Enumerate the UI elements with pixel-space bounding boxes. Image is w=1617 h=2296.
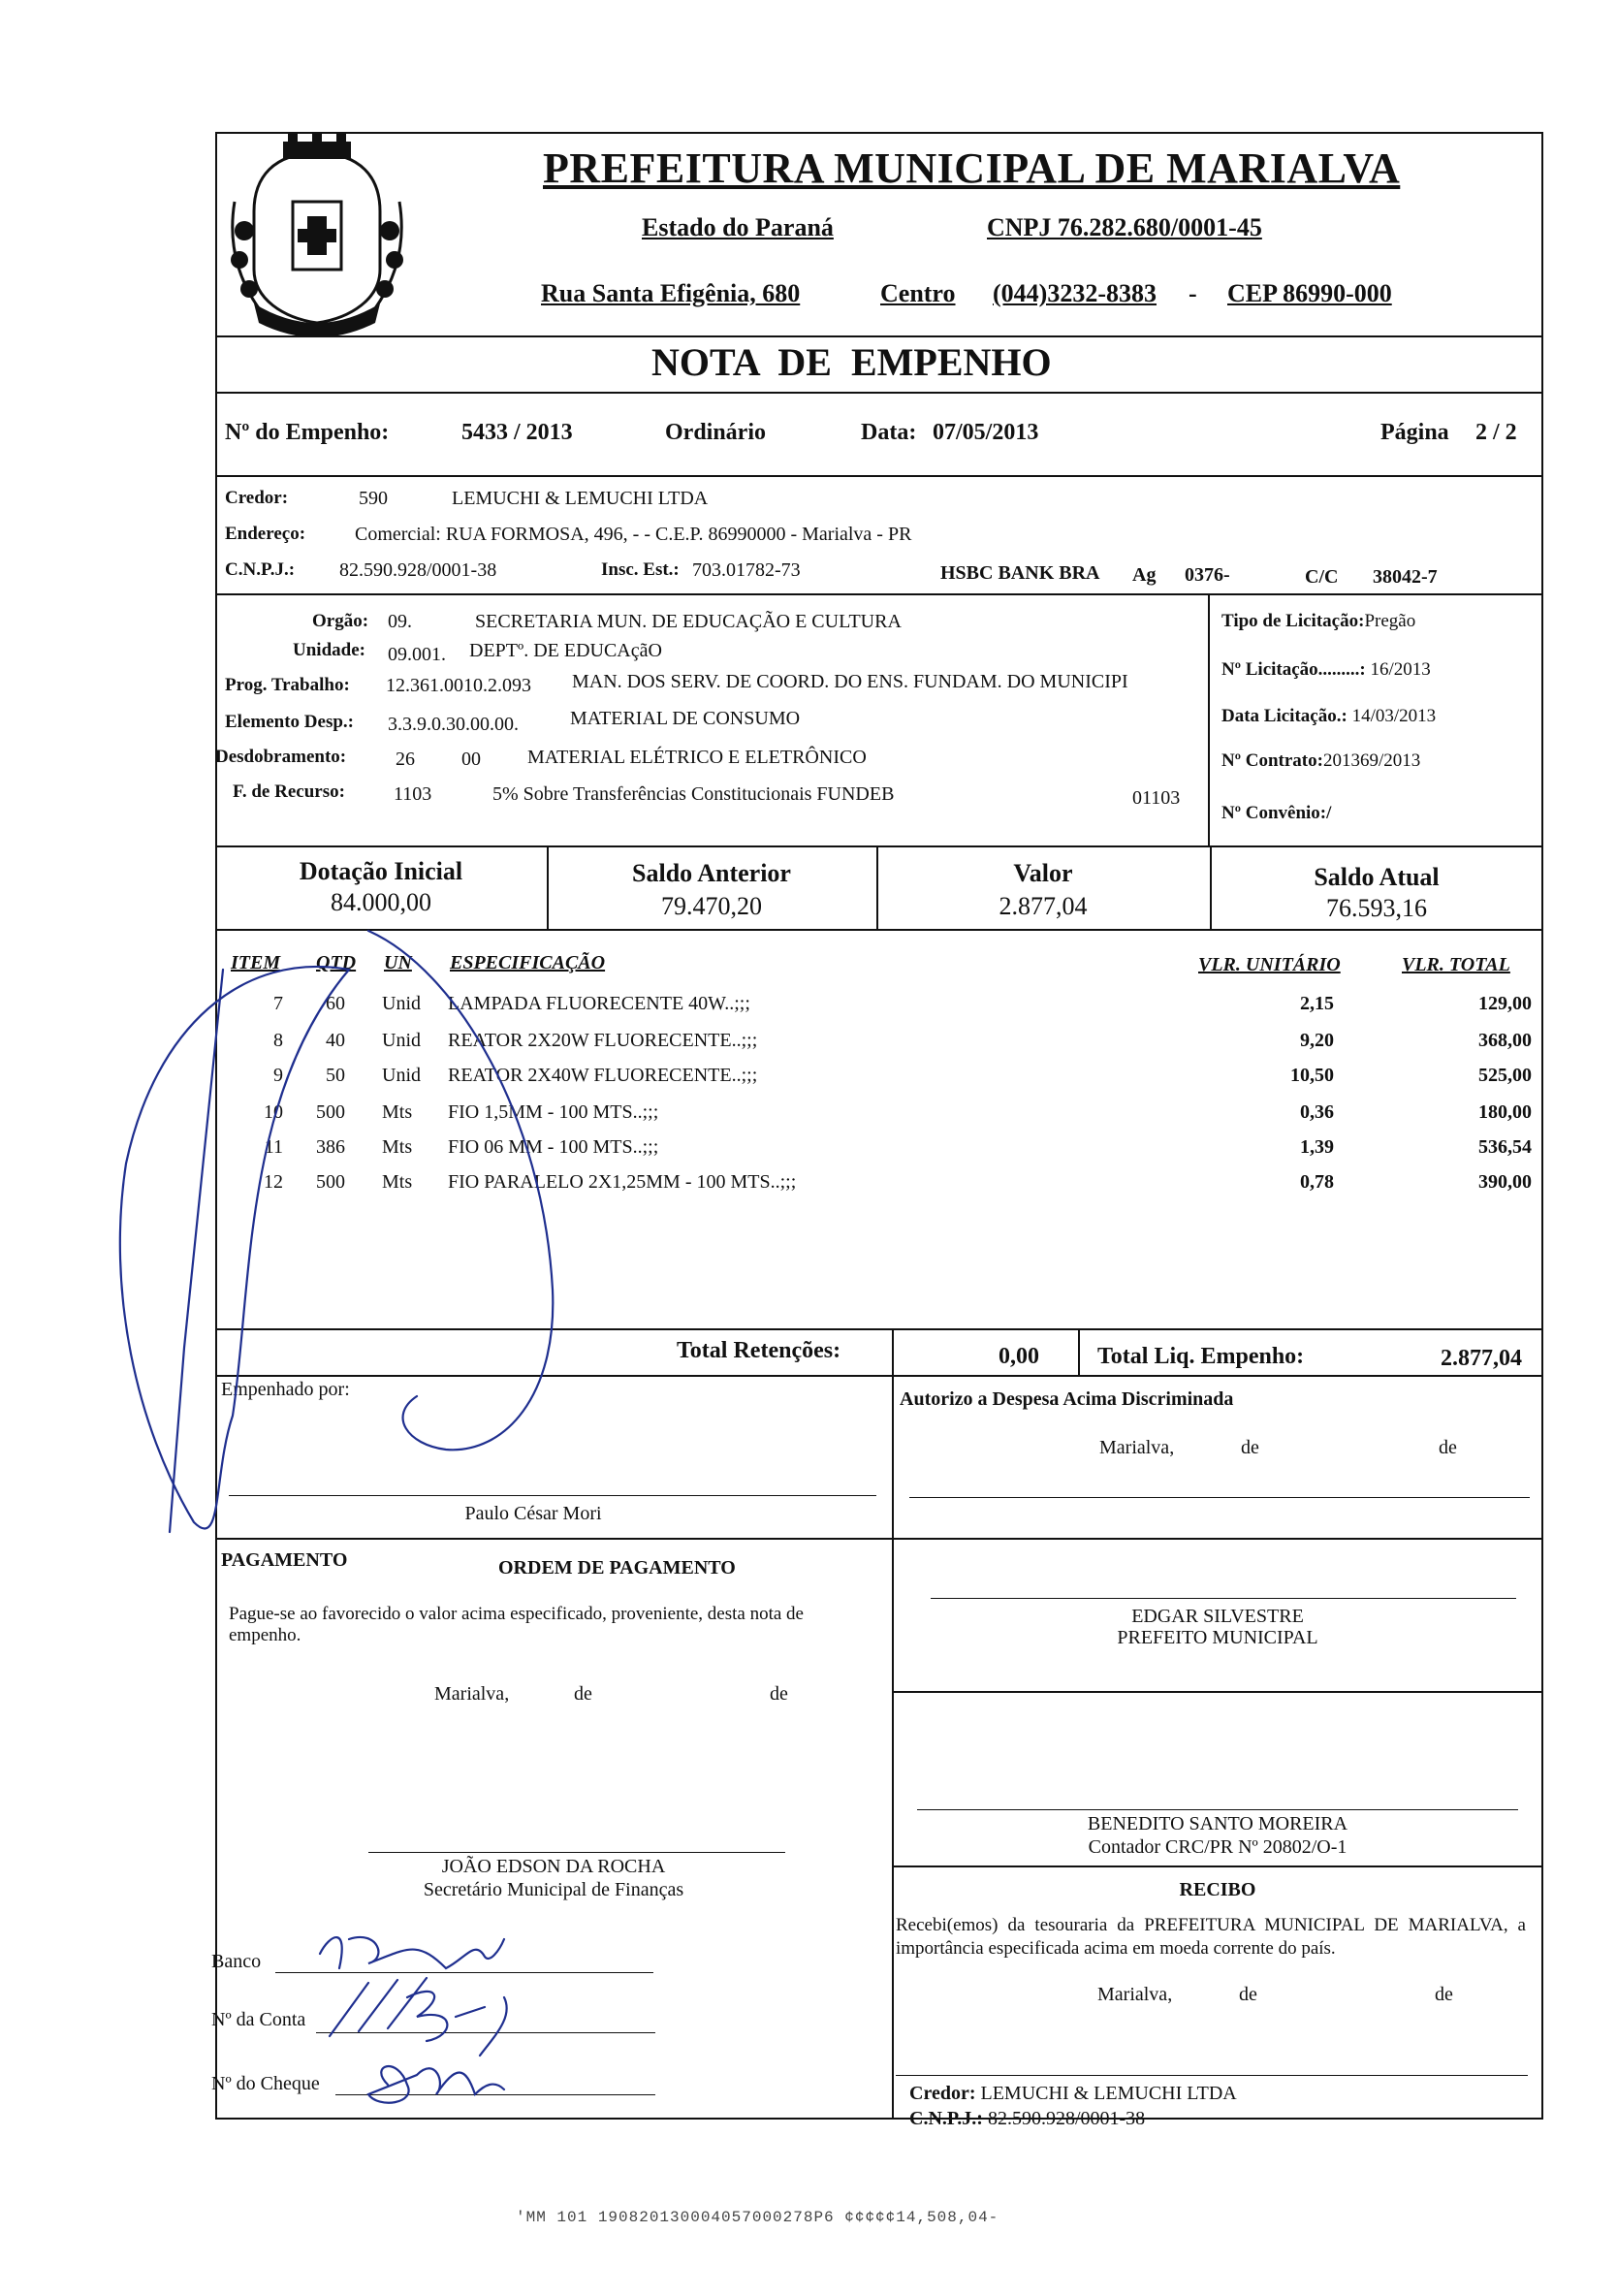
valor-label: Valor [1013,859,1073,887]
bank-name: HSBC BANK BRA [940,562,1100,584]
empenhado-name: Paulo César Mori [464,1503,602,1524]
saldo-anterior-label: Saldo Anterior [632,859,791,887]
licitacao-type-label: Tipo de Licitação: [1221,611,1365,631]
item-desc: FIO PARALELO 2X1,25MM - 100 MTS..;;; [448,1171,797,1193]
prefeito-role: PREFEITO MUNICIPAL [1117,1627,1318,1648]
orgao-name: SECRETARIA MUN. DE EDUCAÇÃO E CULTURA [475,611,902,632]
saldo-anterior-value: 79.470,20 [661,892,762,920]
credor-address-label: Endereço: [225,524,306,544]
col-vlr-total: VLR. TOTAL [1402,954,1510,975]
item-unit-price: 2,15 [1300,993,1334,1014]
pen-line-stroke [170,970,223,1532]
page-number: 2 / 2 [1475,420,1517,445]
secretario-role: Secretário Municipal de Finanças [423,1879,684,1900]
empenho-type: Ordinário [665,420,767,445]
col-qtd: QTD [316,952,357,973]
valor-value: 2.877,04 [999,892,1088,920]
retencoes-label: Total Retenções: [677,1338,841,1363]
item-qtd: 50 [326,1065,345,1086]
item-number: 12 [264,1171,283,1193]
empenhado-label: Empenhado por: [221,1379,350,1400]
contador-role: Contador CRC/PR Nº 20802/O-1 [1088,1836,1348,1858]
item-unit-price: 0,78 [1300,1171,1334,1193]
account-number: 38042-7 [1373,566,1438,588]
item-unit: Unid [382,1030,421,1051]
account-label: C/C [1305,566,1339,588]
item-qtd: 386 [316,1136,345,1158]
col-item: ITEM [231,952,281,973]
recurso-label: F. de Recurso: [233,781,345,802]
credor-cnpj: 82.590.928/0001-38 [339,559,497,581]
item-number: 9 [273,1065,283,1086]
item-total: 129,00 [1478,993,1532,1014]
recibo-title: RECIBO [1179,1879,1256,1900]
desdobramento-code1: 26 [396,749,415,770]
recibo-de1: de [1239,1984,1257,2005]
item-unit: Mts [382,1171,413,1193]
autorizo-de2: de [1439,1437,1457,1458]
recurso-code: 1103 [394,783,432,805]
orgao-label: Orgão: [312,611,369,631]
licitacao-date-label: Data Licitação.: [1221,706,1348,726]
item-qtd: 500 [316,1171,345,1193]
item-total: 368,00 [1478,1030,1532,1051]
licitacao-date: 14/03/2013 [1351,706,1437,726]
recibo-credor-label: Credor: [909,2083,976,2104]
recibo-cnpj-label: C.N.P.J.: [909,2108,983,2129]
pen-circle-stroke [120,967,349,1529]
item-number: 7 [273,993,283,1014]
recurso-name: 5% Sobre Transferências Constitucionais FUNDEB [492,783,895,805]
autorizo-de1: de [1241,1437,1259,1458]
desdobramento-name: MATERIAL ELÉTRICO E ELETRÔNICO [527,747,867,768]
item-unit-price: 1,39 [1300,1136,1334,1158]
licitacao-number: 16/2013 [1370,659,1431,680]
header-separator: - [1189,279,1197,307]
item-desc: FIO 06 MM - 100 MTS..;;; [448,1136,659,1158]
unidade-label: Unidade: [293,640,365,660]
insc-value: 703.01782-73 [692,559,801,581]
municipality-district: Centro [880,279,956,307]
page-label: Página [1380,420,1449,445]
item-unit-price: 9,20 [1300,1030,1334,1051]
contador-name: BENEDITO SANTO MOREIRA [1087,1813,1348,1834]
credor-label: Credor: [225,488,289,508]
saldo-atual-value: 76.593,16 [1326,894,1427,922]
municipality-cnpj: CNPJ 76.282.680/0001-45 [987,213,1262,241]
licitacao-number-label: Nº Licitação.........: [1221,659,1366,680]
item-total: 390,00 [1478,1171,1532,1193]
orgao-code: 09. [388,611,412,632]
recurso-code2: 01103 [1132,787,1181,809]
prog-name: MAN. DOS SERV. DE COORD. DO ENS. FUNDAM. DO MUNICIPI [572,671,1128,692]
item-desc: REATOR 2X40W FLUORECENTE..;;; [448,1065,758,1086]
empenho-number: 5433 / 2013 [461,420,573,445]
item-number: 10 [264,1101,283,1123]
empenho-date: 07/05/2013 [933,420,1039,445]
dotacao-value: 84.000,00 [331,888,431,916]
recibo-text: Recebi(emos) da tesouraria da PREFEITURA MUNICIPAL DE MARIALVA, a importância especificada acima em moeda corrente do país. [896,1915,1526,1959]
saldo-atual-label: Saldo Atual [1314,863,1440,891]
item-desc: LAMPADA FLUORECENTE 40W..;;; [448,993,750,1014]
empenho-number-label: Nº do Empenho: [225,420,390,445]
banco-label: Banco [211,1951,262,1972]
item-unit: Mts [382,1101,413,1123]
barcode-text: 'MM 101 190820130004057000278P6 ¢¢¢¢¢14,508,04- [516,2209,999,2226]
item-unit-price: 10,50 [1290,1065,1334,1086]
retencoes-value: 0,00 [999,1344,1039,1369]
item-desc: REATOR 2X20W FLUORECENTE..;;; [448,1030,758,1051]
unidade-code: 09.001. [388,644,446,665]
convenio-label: Nº Convênio:/ [1221,803,1332,823]
unidade-name: DEPTº. DE EDUCAçãO [469,640,662,661]
total-liq-label: Total Liq. Empenho: [1097,1344,1305,1369]
pagamento-de1: de [574,1683,592,1705]
cheque-label: Nº do Cheque [211,2073,320,2094]
contract-number: 201369/2013 [1322,750,1421,771]
col-un: UN [384,952,412,973]
item-desc: FIO 1,5MM - 100 MTS..;;; [448,1101,659,1123]
credor-cnpj-label: C.N.P.J.: [225,559,296,580]
agency-number: 0376- [1185,564,1230,586]
conta-signature [330,1978,507,2056]
item-qtd: 60 [326,993,345,1014]
pagamento-text: Pague-se ao favorecido o valor acima especificado, proveniente, desta nota de empenho. [229,1604,804,1645]
col-especificacao: ESPECIFICAÇÃO [450,952,606,973]
agency-label: Ag [1132,564,1157,586]
item-qtd: 500 [316,1101,345,1123]
dotacao-label: Dotação Inicial [299,857,463,885]
insc-label: Insc. Est.: [601,559,680,580]
credor-name: LEMUCHI & LEMUCHI LTDA [452,488,709,509]
item-unit: Unid [382,993,421,1014]
item-total: 536,54 [1478,1136,1532,1158]
ordem-pagamento-label: ORDEM DE PAGAMENTO [498,1557,736,1578]
col-vlr-unitario: VLR. UNITÁRIO [1198,954,1341,975]
conta-label: Nº da Conta [211,2009,306,2030]
prog-label: Prog. Trabalho: [225,675,350,695]
item-number: 11 [264,1136,283,1158]
elemento-code: 3.3.9.0.30.00.00. [388,714,519,735]
pen-arc-stroke [368,931,553,1450]
desdobramento-label: Desdobramento: [215,747,347,767]
document-title: NOTA DE EMPENHO [651,340,1052,384]
prefeito-name: EDGAR SILVESTRE [1131,1606,1304,1627]
item-total: 525,00 [1478,1065,1532,1086]
item-unit-price: 0,36 [1300,1101,1334,1123]
pagamento-label: PAGAMENTO [221,1549,348,1571]
secretario-name: JOÃO EDSON DA ROCHA [441,1856,666,1877]
empenho-date-label: Data: [861,420,917,445]
licitacao-type: Pregão [1364,611,1416,631]
total-liq-value: 2.877,04 [1441,1346,1522,1371]
item-qtd: 40 [326,1030,345,1051]
recibo-credor: LEMUCHI & LEMUCHI LTDA [980,2083,1237,2104]
elemento-label: Elemento Desp.: [225,712,354,732]
prog-code: 12.361.0010.2.093 [386,675,531,696]
recibo-de2: de [1435,1984,1453,2005]
item-unit: Mts [382,1136,413,1158]
autorizo-place: Marialva, [1099,1437,1175,1458]
pagamento-de2: de [770,1683,788,1705]
credor-code: 590 [359,488,388,509]
autorizo-label: Autorizo a Despesa Acima Discriminada [900,1388,1234,1410]
municipality-phone: (044)3232-8383 [993,279,1157,307]
pagamento-place: Marialva, [434,1683,510,1705]
municipality-cep: CEP 86990-000 [1227,279,1392,307]
item-number: 8 [273,1030,283,1051]
municipality-address: Rua Santa Efigênia, 680 [541,279,801,307]
cheque-signature [368,2066,504,2103]
item-unit: Unid [382,1065,421,1086]
credor-address: Comercial: RUA FORMOSA, 496, - - C.E.P. 86990000 - Marialva - PR [355,524,912,545]
state-name: Estado do Paraná [642,213,834,241]
municipality-title: PREFEITURA MUNICIPAL DE MARIALVA [543,144,1401,192]
desdobramento-code2: 00 [461,749,481,770]
elemento-name: MATERIAL DE CONSUMO [570,708,801,729]
recibo-cnpj: 82.590.928/0001-38 [987,2108,1146,2129]
banco-signature [320,1937,504,1968]
contract-label: Nº Contrato: [1221,750,1323,771]
recibo-place: Marialva, [1097,1984,1173,2005]
item-total: 180,00 [1478,1101,1532,1123]
